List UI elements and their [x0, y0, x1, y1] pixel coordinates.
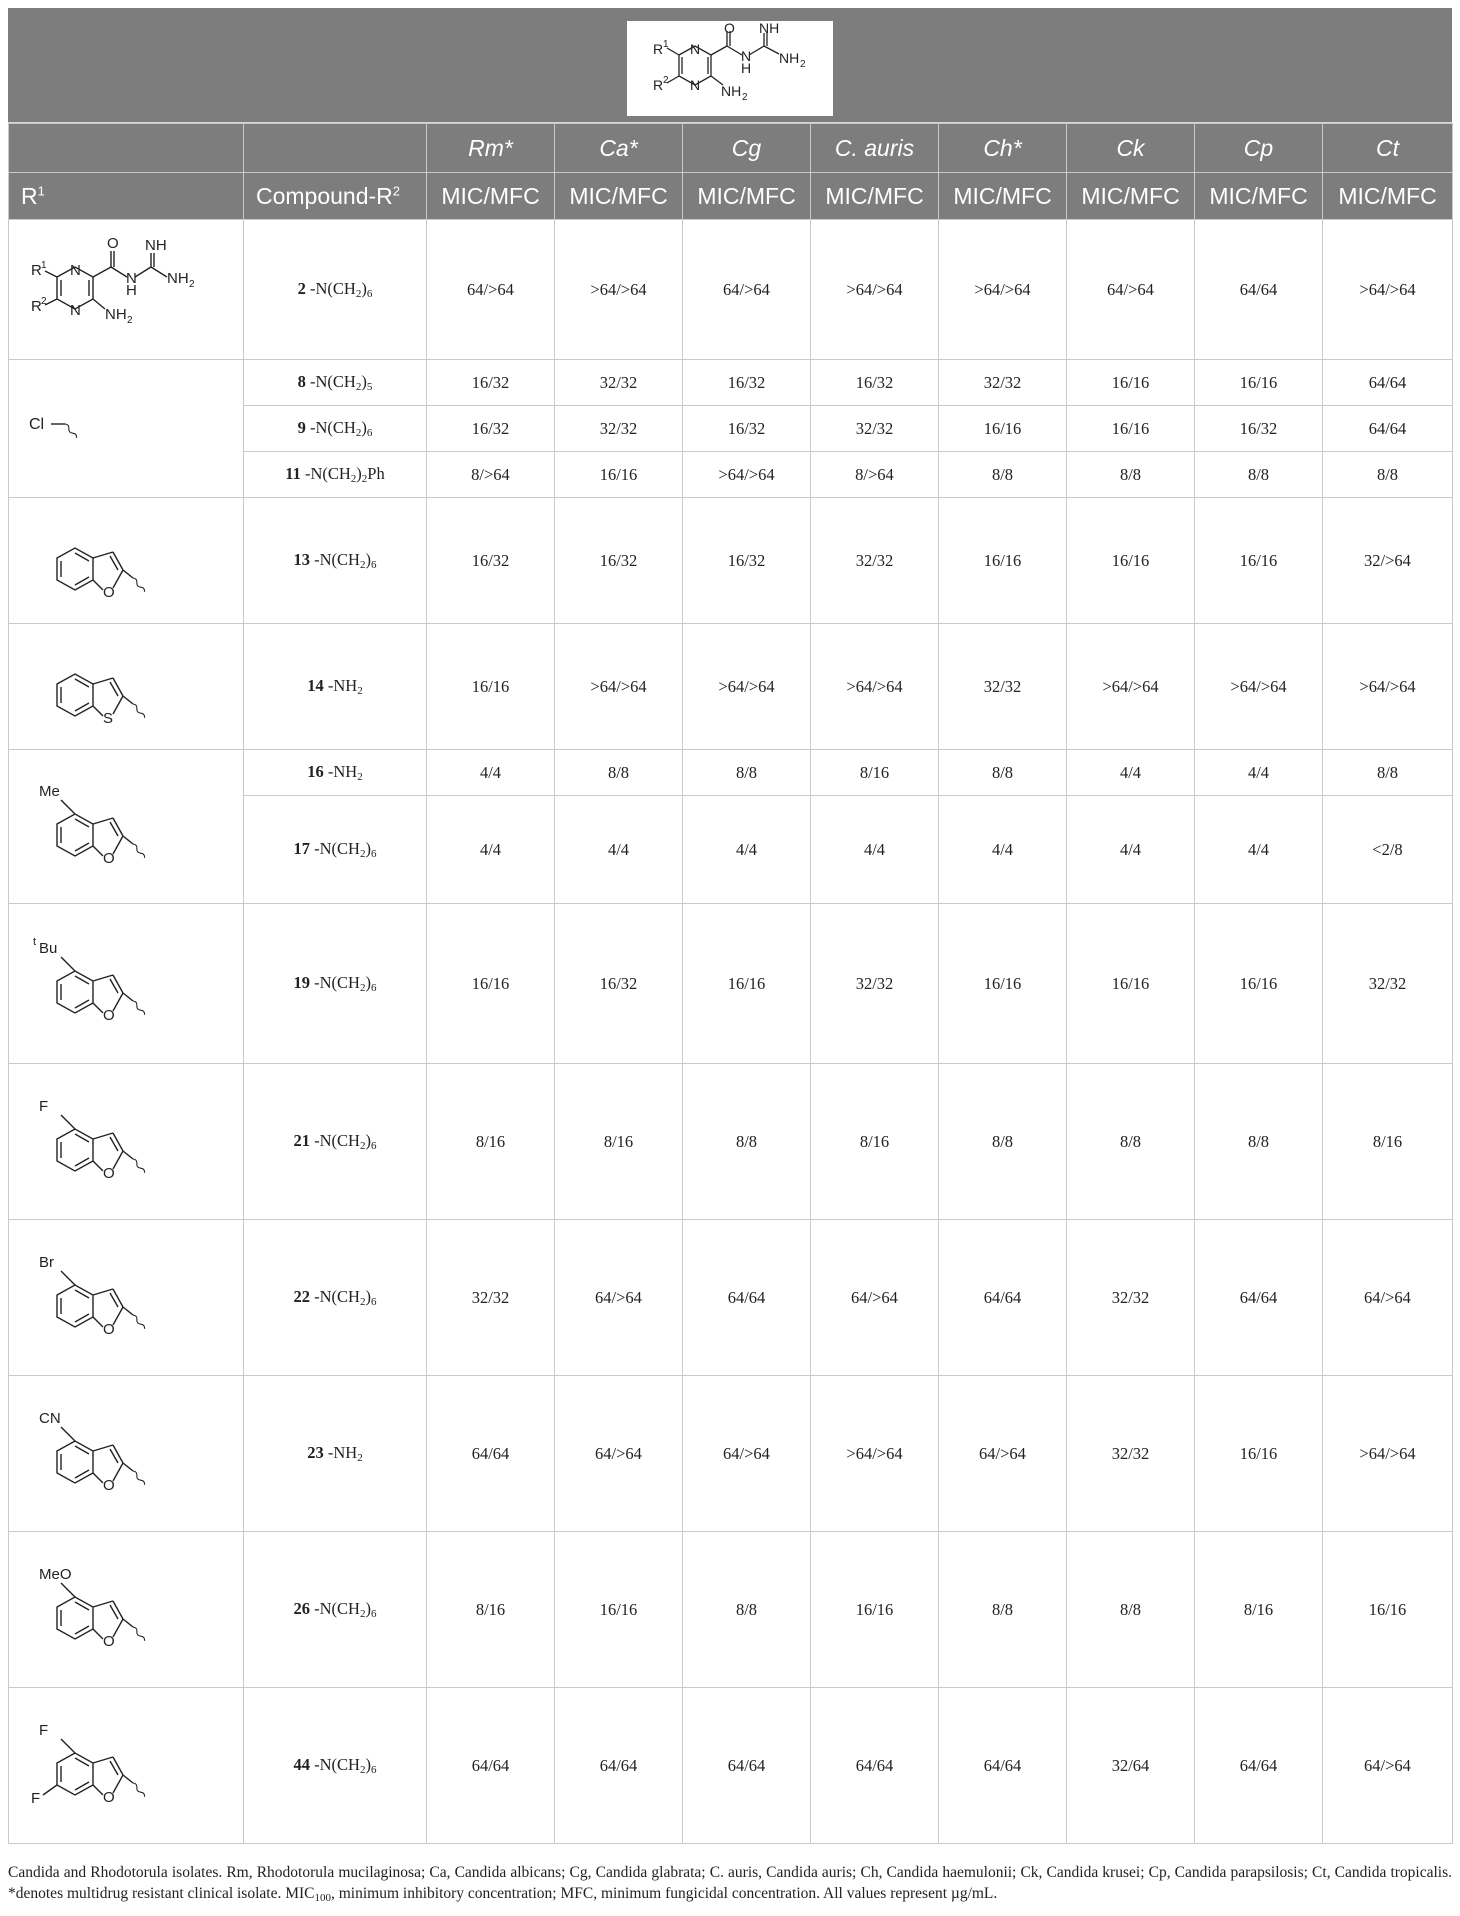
mic-table-page — [8, 8, 1452, 1844]
mic-value-cell: 16/32 — [427, 406, 555, 452]
mic-value-cell: 32/32 — [939, 624, 1067, 750]
mic-value-cell: 64/64 — [811, 1688, 939, 1844]
mic-value-cell: 16/32 — [683, 360, 811, 406]
mic-value-cell: 4/4 — [427, 796, 555, 904]
mic-value-cell: 64/>64 — [555, 1220, 683, 1376]
mic-value-cell: 16/16 — [1067, 904, 1195, 1064]
svg-text:H: H — [741, 60, 752, 76]
species-header: Ch* — [939, 124, 1067, 173]
mic-value-cell: 64/64 — [427, 1688, 555, 1844]
mic-value-cell: 16/16 — [939, 406, 1067, 452]
svg-text:F: F — [39, 1097, 49, 1115]
mic-value-cell: 8/16 — [427, 1064, 555, 1220]
mic-value-cell: 4/4 — [427, 750, 555, 796]
mic-value-cell: 32/64 — [1067, 1688, 1195, 1844]
mic-value-cell: <2/8 — [1323, 796, 1453, 904]
mic-value-cell: 8/16 — [555, 1064, 683, 1220]
mic-value-cell: 8/16 — [427, 1532, 555, 1688]
substituent-structure-image — [17, 772, 157, 882]
compound-cell: 26 $-N(CH_2)_6$ — [244, 1532, 427, 1688]
mic-value-cell: 8/8 — [1067, 1064, 1195, 1220]
svg-text:Cl: Cl — [29, 415, 45, 433]
svg-text:NH: NH — [779, 50, 800, 66]
r1-structure-cell — [9, 904, 244, 1064]
mic-value-cell: 64/>64 — [683, 1376, 811, 1532]
mic-value-cell: 64/64 — [683, 1688, 811, 1844]
mic-value-cell: 64/>64 — [811, 1220, 939, 1376]
mic-value-cell: 64/64 — [939, 1688, 1067, 1844]
svg-text:NH: NH — [105, 305, 127, 323]
svg-text:CN: CN — [39, 1409, 61, 1427]
svg-text:O: O — [103, 583, 115, 601]
mic-value-cell: 8/>64 — [811, 452, 939, 498]
mic-value-cell: 8/8 — [1067, 1532, 1195, 1688]
r1-structure-cell — [9, 220, 244, 360]
mic-value-cell: >64/>64 — [811, 624, 939, 750]
svg-text:N: N — [690, 41, 701, 57]
svg-text:Me: Me — [39, 782, 60, 800]
mic-value-cell: 16/32 — [555, 498, 683, 624]
mic-value-cell: >64/>64 — [811, 220, 939, 360]
mic-value-cell: 8/8 — [939, 452, 1067, 498]
table-row — [9, 1688, 1453, 1844]
r1-structure-cell — [9, 1532, 244, 1688]
svg-text:R: R — [31, 261, 42, 279]
species-header: Ck — [1067, 124, 1195, 173]
mic-value-cell: 8/8 — [1323, 452, 1453, 498]
mic-value-cell: 16/16 — [555, 452, 683, 498]
species-header: Ct — [1323, 124, 1453, 173]
mic-value-cell: 32/>64 — [1323, 498, 1453, 624]
table-row — [9, 624, 1453, 750]
svg-text:2: 2 — [127, 314, 133, 326]
svg-text:1: 1 — [663, 39, 669, 50]
svg-text:2: 2 — [800, 59, 806, 70]
mic-value-cell: 32/32 — [1067, 1220, 1195, 1376]
metric-header: MIC/MFC — [555, 173, 683, 220]
mic-value-cell: 32/32 — [811, 904, 939, 1064]
mic-value-cell: >64/>64 — [1323, 1376, 1453, 1532]
compound-cell: 13 $-N(CH_2)_6$ — [244, 498, 427, 624]
header-band — [8, 8, 1452, 123]
mic-value-cell: >64/>64 — [1067, 624, 1195, 750]
svg-text:O: O — [103, 1006, 115, 1024]
mic-value-cell: 16/32 — [427, 360, 555, 406]
mic-value-cell: >64/>64 — [811, 1376, 939, 1532]
species-header: Rm* — [427, 124, 555, 173]
svg-text:R: R — [653, 41, 664, 57]
table-body — [9, 220, 1453, 1844]
mic-value-cell: >64/>64 — [939, 220, 1067, 360]
mic-value-cell: 16/16 — [683, 904, 811, 1064]
mic-value-cell: 8/8 — [1323, 750, 1453, 796]
compound-cell: 11 $-N(CH_2)_2Ph$ — [244, 452, 427, 498]
mic-value-cell: >64/>64 — [555, 220, 683, 360]
mic-value-cell: 16/32 — [683, 498, 811, 624]
mic-value-cell: 8/8 — [1195, 452, 1323, 498]
table-footnote: Candida and Rhodotorula isolates. Rm, Rhodotorula mucilaginosa; Ca, Candida albicans; Cg, Candida glabrata; C. auris, Candida auris; Ch, Candida haemulonii; Ck, Candida krusei; Cp, Candida parapsilosis; Ct, Candida tropicalis. *denotes multidrug resistant clinical isolate. $MIC_{100}$, minimum inhibitory concentration; MFC, minimum fungicidal concentration. All values represent µg/mL. — [8, 1864, 1452, 1904]
mic-value-cell: 32/32 — [1067, 1376, 1195, 1532]
mic-value-cell: 8/8 — [1195, 1064, 1323, 1220]
svg-text:O: O — [103, 1788, 115, 1806]
r1-structure-cell — [9, 1064, 244, 1220]
svg-text:MeO: MeO — [39, 1565, 72, 1583]
species-header: Ca* — [555, 124, 683, 173]
r1-structure-cell — [9, 498, 244, 624]
table-row — [9, 904, 1453, 1064]
mic-value-cell: 16/16 — [811, 1532, 939, 1688]
mic-value-cell: 64/64 — [1323, 360, 1453, 406]
mic-value-cell: 64/>64 — [939, 1376, 1067, 1532]
mic-value-cell: 8/16 — [1195, 1532, 1323, 1688]
substituent-structure-image — [17, 632, 157, 742]
svg-text:O: O — [107, 234, 119, 252]
mic-value-cell: 16/16 — [1195, 498, 1323, 624]
mic-value-cell: 8/8 — [683, 1064, 811, 1220]
svg-text:t: t — [33, 935, 37, 948]
mic-table — [8, 123, 1453, 1844]
mic-value-cell: 4/4 — [1195, 796, 1323, 904]
mic-value-cell: 64/>64 — [1323, 1688, 1453, 1844]
r1-structure-cell — [9, 1220, 244, 1376]
substituent-structure-image — [17, 1087, 157, 1197]
mic-value-cell: 16/32 — [555, 904, 683, 1064]
svg-text:NH: NH — [145, 236, 167, 254]
r1-structure-cell — [9, 1376, 244, 1532]
r1-structure-cell — [9, 624, 244, 750]
table-row — [9, 1220, 1453, 1376]
mic-value-cell: 4/4 — [1067, 796, 1195, 904]
mic-value-cell: 32/32 — [555, 360, 683, 406]
mic-value-cell: 8/8 — [555, 750, 683, 796]
mic-value-cell: 16/32 — [683, 406, 811, 452]
mic-value-cell: 8/8 — [1067, 452, 1195, 498]
table-row — [9, 1064, 1453, 1220]
mic-value-cell: 8/8 — [683, 1532, 811, 1688]
svg-text:N: N — [70, 301, 81, 319]
table-row — [9, 220, 1453, 360]
mic-value-cell: 32/32 — [1323, 904, 1453, 1064]
metric-header: MIC/MFC — [1195, 173, 1323, 220]
mic-value-cell: 16/16 — [1067, 406, 1195, 452]
mic-value-cell: 8/16 — [1323, 1064, 1453, 1220]
mic-value-cell: 8/8 — [939, 1532, 1067, 1688]
table-row — [9, 1532, 1453, 1688]
scaffold-structure-image — [627, 21, 833, 116]
svg-text:F: F — [31, 1789, 41, 1807]
mic-value-cell: >64/>64 — [683, 624, 811, 750]
svg-text:1: 1 — [41, 259, 47, 271]
species-header: Cp — [1195, 124, 1323, 173]
mic-value-cell: 64/64 — [1195, 220, 1323, 360]
r1-structure-cell — [9, 750, 244, 904]
svg-text:S: S — [103, 709, 114, 727]
mic-value-cell: 8/8 — [939, 1064, 1067, 1220]
metric-header: MIC/MFC — [1067, 173, 1195, 220]
mic-value-cell: 4/4 — [683, 796, 811, 904]
mic-value-cell: 16/16 — [939, 904, 1067, 1064]
compound-cell: 44 $-N(CH_2)_6$ — [244, 1688, 427, 1844]
table-row — [9, 1376, 1453, 1532]
mic-value-cell: 16/32 — [1195, 406, 1323, 452]
mic-value-cell: 16/16 — [1323, 1532, 1453, 1688]
r1-structure-cell — [9, 1688, 244, 1844]
substituent-structure-image — [17, 235, 237, 345]
mic-value-cell: 4/4 — [555, 796, 683, 904]
species-header: C. auris — [811, 124, 939, 173]
mic-value-cell: 64/64 — [555, 1688, 683, 1844]
svg-text:F: F — [39, 1721, 49, 1739]
mic-value-cell: 64/64 — [683, 1220, 811, 1376]
substituent-structure-image — [17, 929, 157, 1039]
mic-value-cell: 4/4 — [1195, 750, 1323, 796]
svg-text:N: N — [70, 261, 81, 279]
svg-text:NH: NH — [721, 83, 742, 99]
svg-text:2: 2 — [663, 75, 669, 86]
metric-header: MIC/MFC — [427, 173, 555, 220]
compound-cell: 22 $-N(CH_2)_6$ — [244, 1220, 427, 1376]
mic-value-cell: 64/>64 — [683, 220, 811, 360]
svg-text:O: O — [103, 1632, 115, 1650]
mic-value-cell: 64/64 — [1195, 1688, 1323, 1844]
mic-value-cell: 16/16 — [555, 1532, 683, 1688]
mic-value-cell: 16/16 — [1067, 360, 1195, 406]
mic-value-cell: 64/64 — [939, 1220, 1067, 1376]
mic-value-cell: 64/64 — [1323, 406, 1453, 452]
table-row — [9, 750, 1453, 796]
mic-value-cell: 32/32 — [555, 406, 683, 452]
mic-value-cell: 32/32 — [427, 1220, 555, 1376]
mic-value-cell: 8/16 — [811, 750, 939, 796]
mic-value-cell: 4/4 — [811, 796, 939, 904]
compound-cell: 2 $-N(CH_2)_6$ — [244, 220, 427, 360]
mic-value-cell: 8/16 — [811, 1064, 939, 1220]
svg-text:H: H — [126, 281, 137, 299]
svg-text:O: O — [103, 849, 115, 867]
mic-value-cell: 16/16 — [427, 624, 555, 750]
metric-header: MIC/MFC — [939, 173, 1067, 220]
mic-value-cell: >64/>64 — [1323, 220, 1453, 360]
svg-text:NH: NH — [167, 269, 189, 287]
svg-text:R: R — [653, 77, 664, 93]
svg-text:NH: NH — [759, 21, 780, 36]
substituent-structure-image — [17, 506, 157, 616]
mic-value-cell: 64/>64 — [427, 220, 555, 360]
svg-text:2: 2 — [742, 92, 748, 103]
substituent-structure-image — [17, 399, 137, 459]
mic-value-cell: 8/>64 — [427, 452, 555, 498]
table-row — [9, 498, 1453, 624]
compound-cell: 9 $-N(CH_2)_6$ — [244, 406, 427, 452]
compound-cell: 8 $-N(CH_2)_5$ — [244, 360, 427, 406]
species-header-row — [9, 124, 1453, 173]
svg-text:Bu: Bu — [39, 939, 58, 957]
svg-text:O: O — [103, 1476, 115, 1494]
mic-value-cell: >64/>64 — [683, 452, 811, 498]
mic-value-cell: 32/32 — [811, 498, 939, 624]
species-header: Cg — [683, 124, 811, 173]
mic-value-cell: >64/>64 — [1323, 624, 1453, 750]
mic-value-cell: 64/64 — [1195, 1220, 1323, 1376]
substituent-structure-image — [17, 1399, 157, 1509]
mic-value-cell: 4/4 — [1067, 750, 1195, 796]
metric-header: MIC/MFC — [811, 173, 939, 220]
compound-cell: 14 $-NH_2$ — [244, 624, 427, 750]
table-row — [9, 360, 1453, 406]
r1-header: $R^1$ — [9, 173, 244, 220]
substituent-structure-image — [17, 1555, 157, 1665]
mic-value-cell: 64/>64 — [1067, 220, 1195, 360]
mic-value-cell: 32/32 — [811, 406, 939, 452]
mic-value-cell: 64/64 — [427, 1376, 555, 1532]
compound-cell: 19 $-N(CH_2)_6$ — [244, 904, 427, 1064]
mic-value-cell: 32/32 — [939, 360, 1067, 406]
mic-value-cell: 16/16 — [1195, 904, 1323, 1064]
mic-value-cell: 16/32 — [427, 498, 555, 624]
svg-text:O: O — [103, 1164, 115, 1182]
mic-value-cell: 16/16 — [1195, 1376, 1323, 1532]
svg-text:O: O — [724, 21, 735, 36]
svg-text:O: O — [103, 1320, 115, 1338]
svg-text:N: N — [690, 77, 701, 93]
r1-structure-cell — [9, 360, 244, 498]
mic-value-cell: 16/32 — [811, 360, 939, 406]
svg-text:2: 2 — [189, 278, 195, 290]
mic-value-cell: 4/4 — [939, 796, 1067, 904]
svg-text:N: N — [126, 269, 137, 287]
svg-text:2: 2 — [41, 295, 47, 307]
svg-text:R: R — [31, 297, 42, 315]
mic-value-cell: 16/16 — [1067, 498, 1195, 624]
compound-header: Compound-$R^2$ — [244, 173, 427, 220]
mic-value-cell: 8/8 — [683, 750, 811, 796]
svg-text:N: N — [741, 48, 752, 64]
mic-value-cell: 64/>64 — [555, 1376, 683, 1532]
mic-value-cell: 16/16 — [427, 904, 555, 1064]
mic-value-cell: 64/>64 — [1323, 1220, 1453, 1376]
substituent-structure-image — [17, 1711, 157, 1821]
compound-cell: 23 $-NH_2$ — [244, 1376, 427, 1532]
mic-value-cell: >64/>64 — [555, 624, 683, 750]
compound-cell: 21 $-N(CH_2)_6$ — [244, 1064, 427, 1220]
metric-header: MIC/MFC — [1323, 173, 1453, 220]
compound-cell: 16 $-NH_2$ — [244, 750, 427, 796]
column-header-row — [9, 173, 1453, 220]
mic-value-cell: >64/>64 — [1195, 624, 1323, 750]
mic-value-cell: 16/16 — [939, 498, 1067, 624]
compound-cell: 17 $-N(CH_2)_6$ — [244, 796, 427, 904]
mic-value-cell: 16/16 — [1195, 360, 1323, 406]
metric-header: MIC/MFC — [683, 173, 811, 220]
mic-value-cell: 8/8 — [939, 750, 1067, 796]
substituent-structure-image — [17, 1243, 157, 1353]
svg-text:Br: Br — [39, 1253, 54, 1271]
